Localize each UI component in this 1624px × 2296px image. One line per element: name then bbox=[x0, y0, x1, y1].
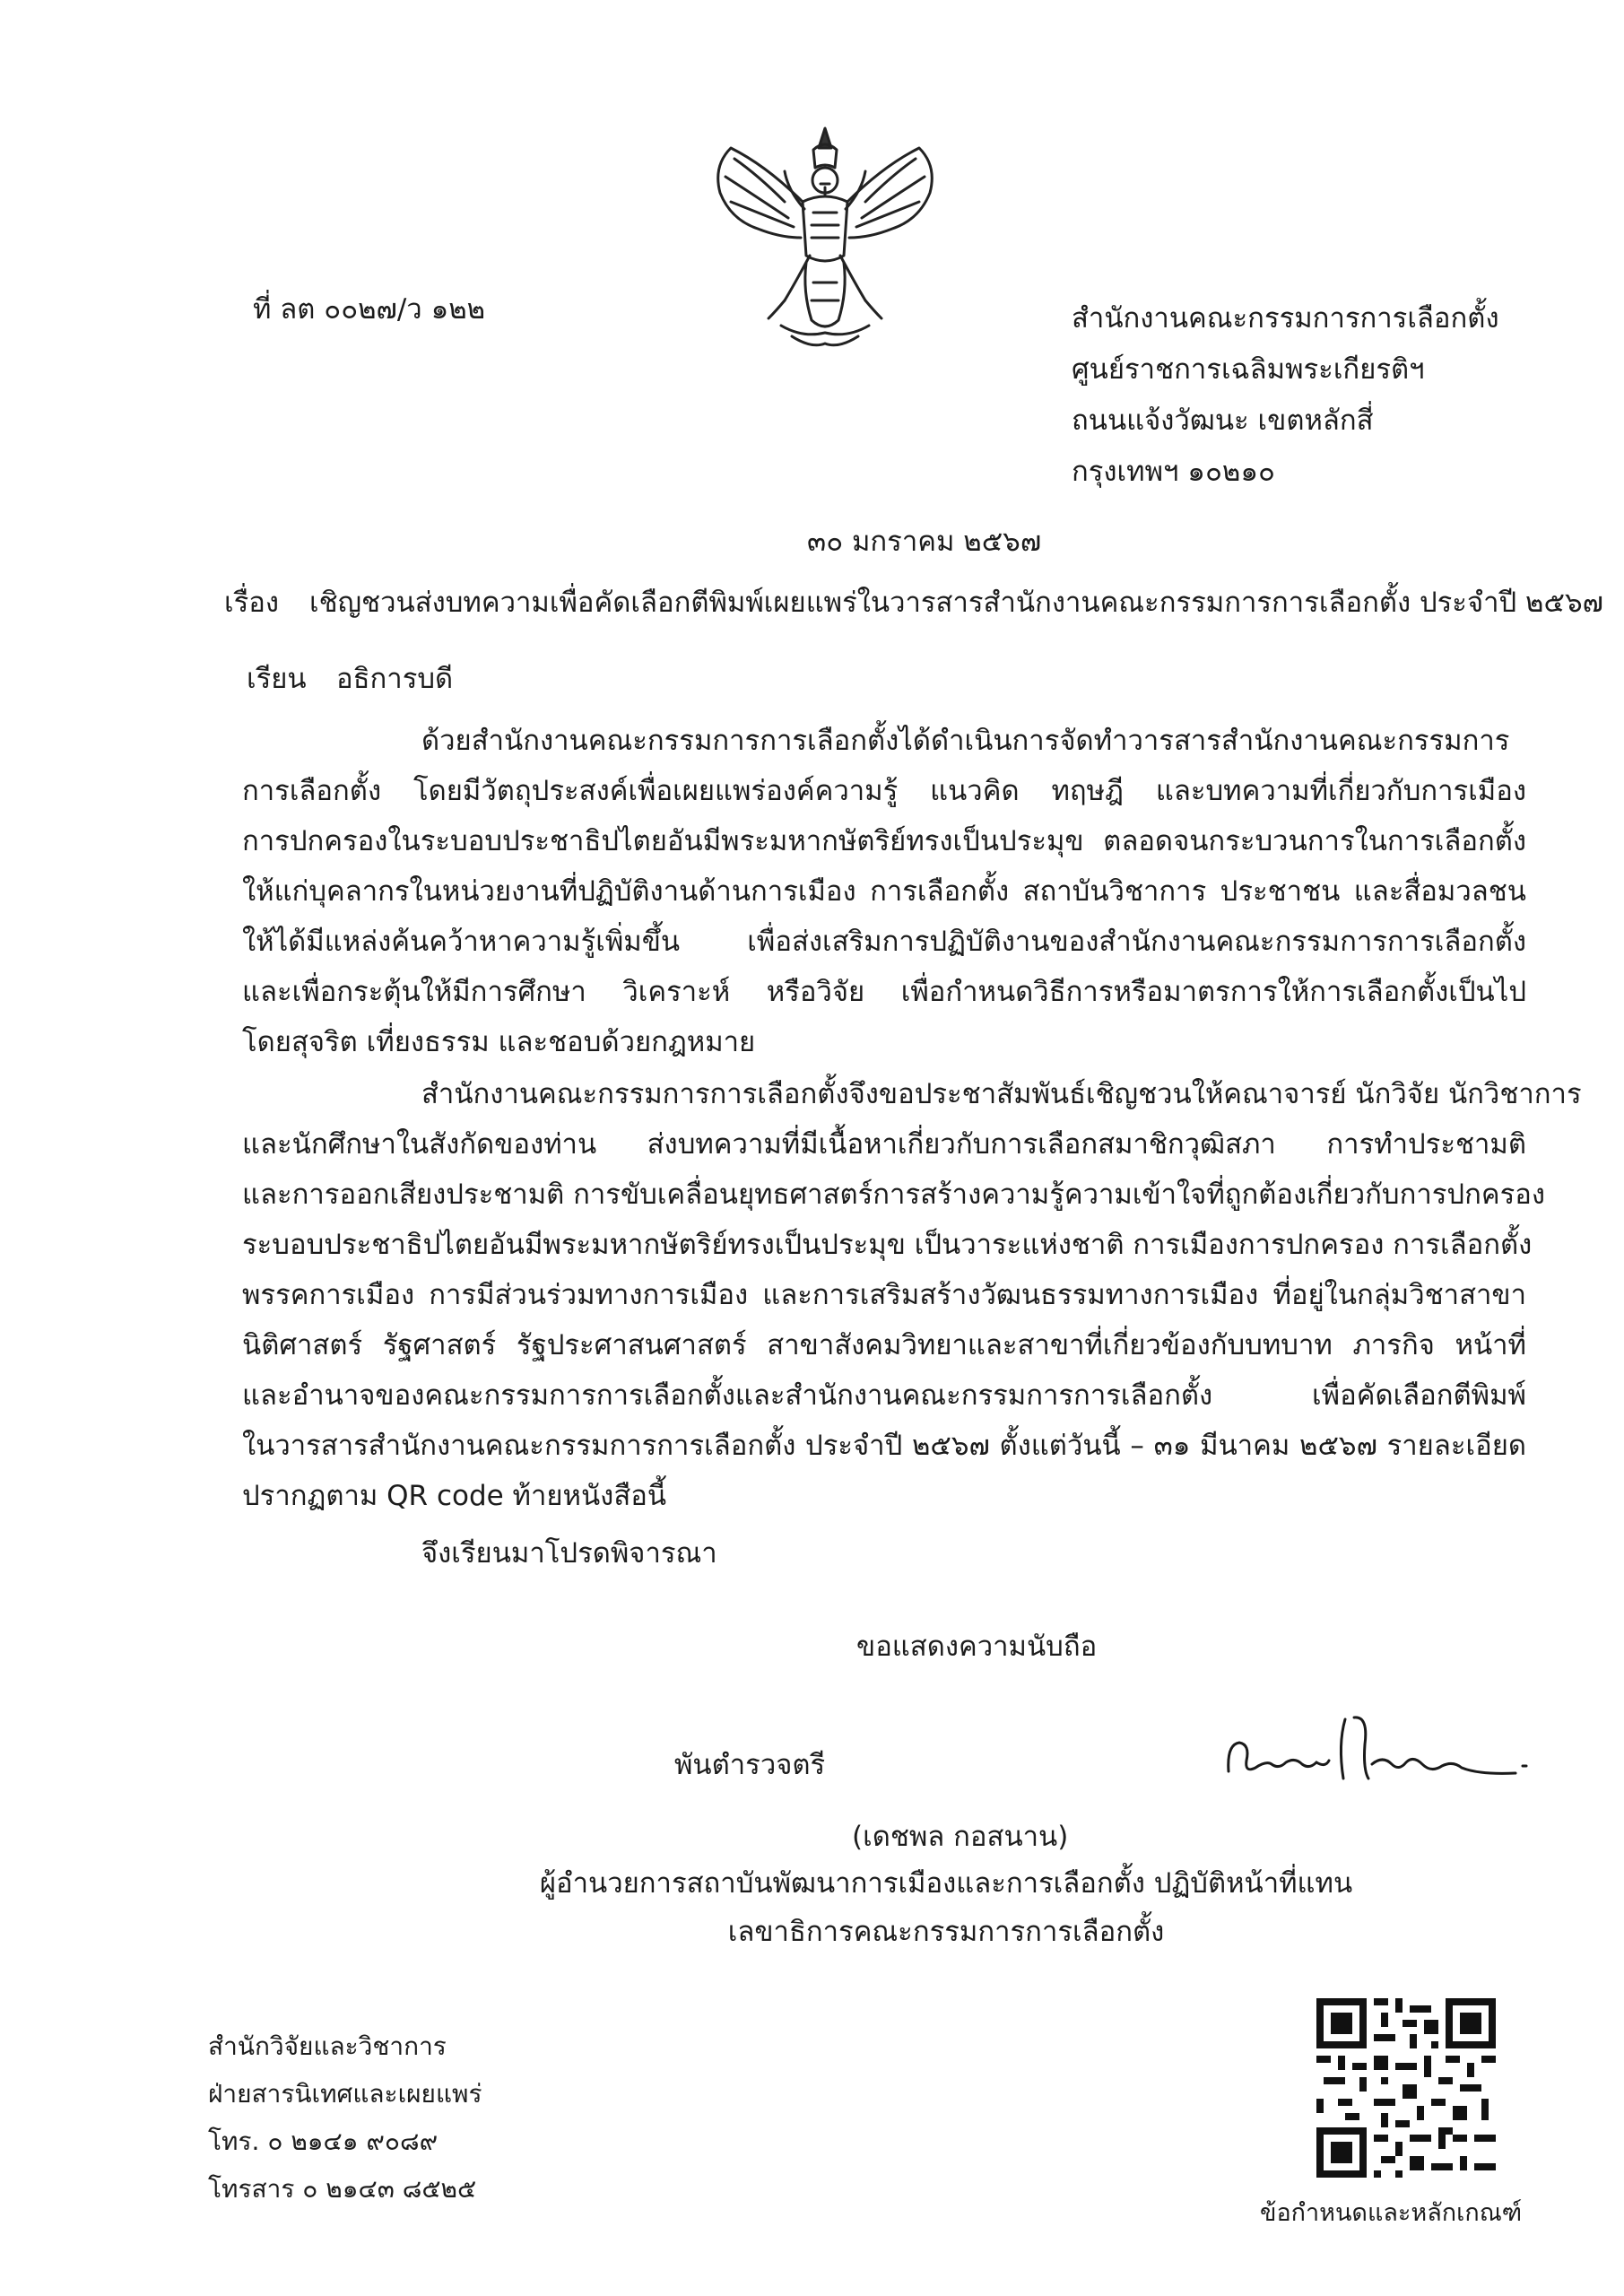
reference-number: ที่ ลต ๐๐๒๗/ว ๑๒๒ bbox=[253, 293, 486, 326]
footer-office: สำนักวิจัยและวิชาการ bbox=[208, 2031, 447, 2061]
signatory-rank: พันตำรวจตรี bbox=[674, 1749, 826, 1781]
paragraph-2-line-2: และนักศึกษาในสังกัดของท่าน ส่งบทความที่มีเนื้อหาเกี่ยวกับการเลือกสมาชิกวุฒิสภา การทำประชามติ bbox=[242, 1128, 1526, 1161]
footer-fax: โทรสาร ๐ ๒๑๔๓ ๘๕๒๕ bbox=[208, 2174, 477, 2204]
signatory-position-line-1: ผู้อำนวยการสถาบันพัฒนาการเมืองและการเลือกตั้ง ปฏิบัติหน้าที่แทน bbox=[539, 1867, 1353, 1900]
paragraph-2-line-5: พรรคการเมือง การมีส่วนร่วมทางการเมือง และการเสริมสร้างวัฒนธรรมทางการเมือง ที่อยู่ในกลุ่มวิชาสาขา bbox=[242, 1279, 1526, 1311]
qr-code-icon[interactable] bbox=[1316, 1998, 1496, 2178]
paragraph-2-line-7: และอำนาจของคณะกรรมการการเลือกตั้งและสำนักงานคณะกรรมการการเลือกตั้ง เพื่อคัดเลือกตีพิมพ์ bbox=[242, 1379, 1526, 1412]
paragraph-2-line-4: ระบอบประชาธิปไตยอันมีพระมหากษัตริย์ทรงเป็นประมุข เป็นวาระแห่งชาติ การเมืองการปกครอง การเลือกตั้ง bbox=[242, 1229, 1533, 1261]
paragraph-2-line-9: ปรากฏตาม QR code ท้ายหนังสือนี้ bbox=[242, 1480, 667, 1512]
footer-phone: โทร. ๐ ๒๑๔๑ ๙๐๘๙ bbox=[208, 2126, 439, 2156]
recipient-label: เรียน bbox=[247, 663, 307, 695]
paragraph-1-line-6: และเพื่อกระตุ้นให้มีการศึกษา วิเคราะห์ หรือวิจัย เพื่อกำหนดวิธีการหรือมาตรการให้การเลือกตั้งเป็นไป bbox=[242, 976, 1526, 1008]
paragraph-1-line-4: ให้แก่บุคลากรในหน่วยงานที่ปฏิบัติงานด้านการเมือง การเลือกตั้ง สถาบันวิชาการ ประชาชน และสื่อมวลชน bbox=[242, 875, 1526, 908]
signatory-name: (เดชพล กอสนาน) bbox=[852, 1821, 1069, 1853]
subject-label: เรื่อง bbox=[224, 587, 280, 619]
sender-address-line-2: ศูนย์ราชการเฉลิมพระเกียรติฯ bbox=[1072, 353, 1425, 386]
sender-address-line-4: กรุงเทพฯ ๑๐๒๑๐ bbox=[1072, 456, 1275, 488]
paragraph-2-line-6: นิติศาสตร์ รัฐศาสตร์ รัฐประศาสนศาสตร์ สาขาสังคมวิทยาและสาขาที่เกี่ยวข้องกับบทบาท ภารกิจ หน้าที่ bbox=[242, 1329, 1526, 1361]
paragraph-2-line-3: และการออกเสียงประชามติ การขับเคลื่อนยุทธศาสตร์การสร้างความรู้ความเข้าใจที่ถูกต้องเกี่ยวกับการปกครอง bbox=[242, 1178, 1545, 1211]
paragraph-1-line-7: โดยสุจริต เที่ยงธรรม และชอบด้วยกฎหมาย bbox=[242, 1026, 756, 1058]
signatory-position-line-2: เลขาธิการคณะกรรมการการเลือกตั้ง bbox=[727, 1916, 1165, 1948]
footer-department: ฝ่ายสารนิเทศและเผยแพร่ bbox=[208, 2079, 482, 2109]
paragraph-1-line-2: การเลือกตั้ง โดยมีวัตถุประสงค์เพื่อเผยแพร่องค์ความรู้ แนวคิด ทฤษฎี และบทความที่เกี่ยวกับการเมือง bbox=[242, 775, 1526, 807]
letter-date: ๓๐ มกราคม ๒๕๖๗ bbox=[807, 526, 1042, 558]
paragraph-1-line-5: ให้ได้มีแหล่งค้นคว้าหาความรู้เพิ่มขึ้น เพื่อส่งเสริมการปฏิบัติงานของสำนักงานคณะกรรมการการเลือกตั้ง bbox=[242, 926, 1526, 958]
paragraph-1-line-1: ด้วยสำนักงานคณะกรรมการการเลือกตั้งได้ดำเนินการจัดทำวารสารสำนักงานคณะกรรมการ bbox=[421, 725, 1510, 757]
valediction: ขอแสดงความนับถือ bbox=[856, 1631, 1098, 1663]
handwritten-signature-icon bbox=[1220, 1709, 1542, 1794]
subject-text: เชิญชวนส่งบทความเพื่อคัดเลือกตีพิมพ์เผยแพร่ในวารสารสำนักงานคณะกรรมการการเลือกตั้ง ประจำปี ๒๕๖๗ bbox=[309, 587, 1603, 619]
paragraph-2-line-8: ในวารสารสำนักงานคณะกรรมการการเลือกตั้ง ประจำปี ๒๕๖๗ ตั้งแต่วันนี้ – ๓๑ มีนาคม ๒๕๖๗ รายละเอียด bbox=[242, 1430, 1526, 1462]
qr-caption: ข้อกำหนดและหลักเกณฑ์ bbox=[1260, 2199, 1523, 2227]
garuda-emblem-icon bbox=[695, 112, 955, 359]
sender-address-line-3: ถนนแจ้งวัฒนะ เขตหลักสี่ bbox=[1072, 404, 1374, 437]
recipient-text: อธิการบดี bbox=[336, 663, 454, 695]
sender-address-line-1: สำนักงานคณะกรรมการการเลือกตั้ง bbox=[1072, 302, 1499, 335]
closing-request: จึงเรียนมาโปรดพิจารณา bbox=[421, 1537, 717, 1570]
paragraph-2-line-1: สำนักงานคณะกรรมการการเลือกตั้งจึงขอประชาสัมพันธ์เชิญชวนให้คณาจารย์ นักวิจัย นักวิชาการ bbox=[421, 1078, 1582, 1110]
paragraph-1-line-3: การปกครองในระบอบประชาธิปไตยอันมีพระมหากษัตริย์ทรงเป็นประมุข ตลอดจนกระบวนการในการเลือกตั้ง bbox=[242, 825, 1526, 857]
